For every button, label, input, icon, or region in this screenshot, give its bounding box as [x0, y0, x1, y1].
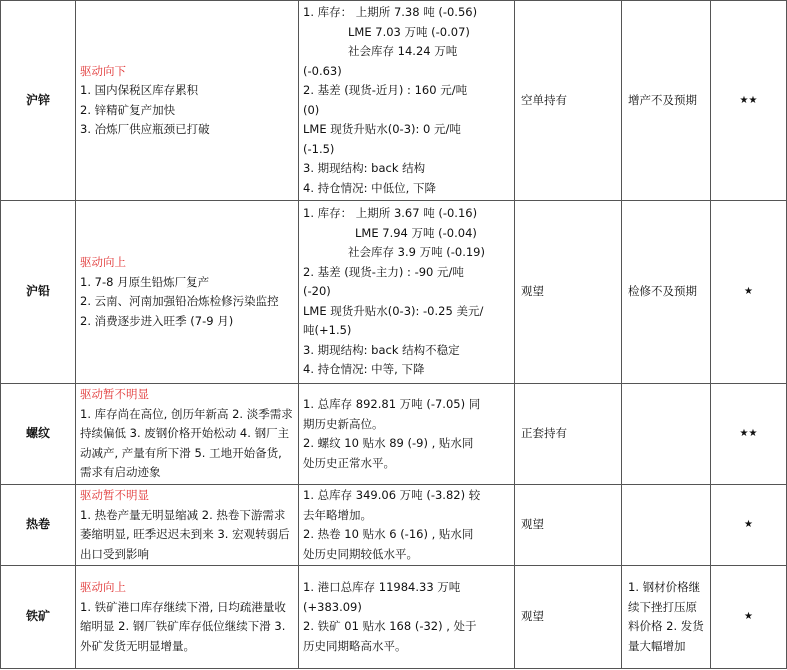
detail-cell: [299, 485, 515, 566]
commodity-name: 沪锌: [1, 1, 76, 201]
table-row: [1, 201, 787, 384]
detail-line: 吨(+1.5): [303, 323, 352, 338]
rating-stars: ★★: [711, 384, 787, 485]
advice-cell: 观望: [515, 201, 622, 384]
commodity-name: 热卷: [1, 485, 76, 566]
driver-cell: [76, 485, 299, 566]
detail-cell: [299, 566, 515, 669]
risk-cell: [622, 485, 711, 566]
driver-line: 2. 锌精矿复产加快: [80, 102, 176, 117]
driver-text: 1. 热卷产量无明显缩减 2. 热卷下游需求萎缩明显, 旺季迟迟未到来 3. 宏观转弱后出口受到影响: [80, 507, 290, 561]
table-row: [1, 384, 787, 485]
detail-line: 3. 期现结构: back 结构: [303, 161, 426, 175]
detail-line: 3. 期现结构: back 结构不稳定: [303, 342, 460, 357]
detail-line: (+383.09): [303, 599, 362, 614]
table-row: [1, 1, 787, 201]
detail-line: 2. 热卷 10 贴水 6 (-16) , 贴水同: [303, 527, 474, 541]
rating-stars: ★: [711, 201, 787, 384]
driver-title: 驱动暂不明显: [80, 387, 149, 402]
advice-cell: 正套持有: [515, 384, 622, 485]
driver-cell: [76, 201, 299, 384]
driver-line: 2. 消费逐步进入旺季 (7-9 月): [80, 313, 234, 328]
detail-line: 处历史正常水平。: [303, 455, 395, 470]
detail-line: 2. 基差 (现货-主力) : -90 元/吨: [303, 264, 464, 279]
rating-stars: ★: [711, 566, 787, 669]
detail-line: 2. 铁矿 01 贴水 168 (-32) , 处于: [303, 619, 477, 633]
driver-title: 驱动暂不明显: [80, 488, 149, 502]
detail-cell: [299, 384, 515, 485]
rating-stars: ★: [711, 485, 787, 566]
detail-line: 2. 螺纹 10 贴水 89 (-9) , 贴水同: [303, 436, 474, 450]
driver-title: 驱动向上: [80, 580, 126, 594]
detail-line: (-1.5): [303, 141, 335, 156]
driver-line: 1. 国内保税区库存累积: [80, 83, 199, 97]
detail-line: LME 现货升贴水(0-3): -0.25 美元/: [303, 303, 484, 318]
risk-text: 1. 钢材价格继续下挫打压原料价格 2. 发货量大幅增加: [628, 580, 704, 653]
detail-line: 期历史新高位。: [303, 416, 384, 431]
detail-line: 1. 总库存 892.81 万吨 (-7.05) 同: [303, 397, 481, 411]
advice-cell: 空单持有: [515, 1, 622, 201]
detail-cell: [299, 1, 515, 201]
detail-line: (0): [303, 102, 320, 117]
driver-line: 1. 7-8 月原生铅炼厂复产: [80, 274, 210, 289]
table-row: [1, 566, 787, 669]
table-row: [1, 485, 787, 566]
risk-text: 检修不及预期: [628, 284, 697, 299]
detail-line: 1. 库存： 上期所 3.67 吨 (-0.16): [303, 206, 478, 221]
detail-line: LME 7.94 万吨 (-0.04): [355, 225, 477, 240]
detail-line: 4. 持仓情况: 中低位, 下降: [303, 180, 436, 195]
rating-stars: ★★: [711, 1, 787, 201]
driver-line: 3. 冶炼厂供应瓶颈已打破: [80, 122, 210, 136]
detail-line: (-20): [303, 284, 331, 299]
risk-text: 增产不及预期: [628, 92, 697, 107]
detail-line: 4. 持仓情况: 中等, 下降: [303, 362, 425, 377]
driver-cell: [76, 1, 299, 201]
advice-cell: 观望: [515, 485, 622, 566]
risk-cell: [622, 566, 711, 669]
detail-line: 1. 总库存 349.06 万吨 (-3.82) 较: [303, 488, 481, 502]
driver-title: 驱动向上: [80, 255, 126, 269]
detail-line: 社会库存 14.24 万吨: [348, 44, 458, 58]
detail-line: (-0.63): [303, 63, 342, 78]
detail-line: LME 现货升贴水(0-3): 0 元/吨: [303, 122, 461, 136]
detail-line: 2. 基差 (现货-近月) : 160 元/吨: [303, 83, 468, 97]
driver-text: 1. 库存尚在高位, 创历年新高 2. 淡季需求持续偏低 3. 废钢价格开始松动 4. 钢厂主动减产, 产量有所下滑 5. 工地开始备货, 需求有启动迹象: [80, 406, 293, 480]
driver-cell: [76, 384, 299, 485]
risk-cell: [622, 201, 711, 384]
detail-line: 去年略增加。: [303, 507, 372, 522]
driver-text: 1. 铁矿港口库存继续下滑, 日均疏港量收缩明显 2. 钢厂铁矿库存低位继续下滑 3. 外矿发货无明显增量。: [80, 599, 286, 653]
detail-line: 社会库存 3.9 万吨 (-0.19): [348, 245, 485, 260]
commodity-name: 沪铅: [1, 201, 76, 384]
commodity-name: 螺纹: [1, 384, 76, 485]
driver-line: 2. 云南、河南加强铅冶炼检修污染监控: [80, 294, 279, 308]
advice-cell: 观望: [515, 566, 622, 669]
detail-line: 历史同期略高水平。: [303, 638, 407, 653]
risk-cell: [622, 1, 711, 201]
detail-line: LME 7.03 万吨 (-0.07): [348, 24, 470, 39]
driver-title: 驱动向下: [80, 63, 126, 78]
driver-cell: [76, 566, 299, 669]
detail-line: 1. 库存： 上期所 7.38 吨 (-0.56): [303, 5, 478, 19]
risk-cell: [622, 384, 711, 485]
detail-line: 1. 港口总库存 11984.33 万吨: [303, 580, 461, 594]
detail-cell: [299, 201, 515, 384]
detail-line: 处历史同期较低水平。: [303, 546, 418, 561]
commodity-name: 铁矿: [1, 566, 76, 669]
